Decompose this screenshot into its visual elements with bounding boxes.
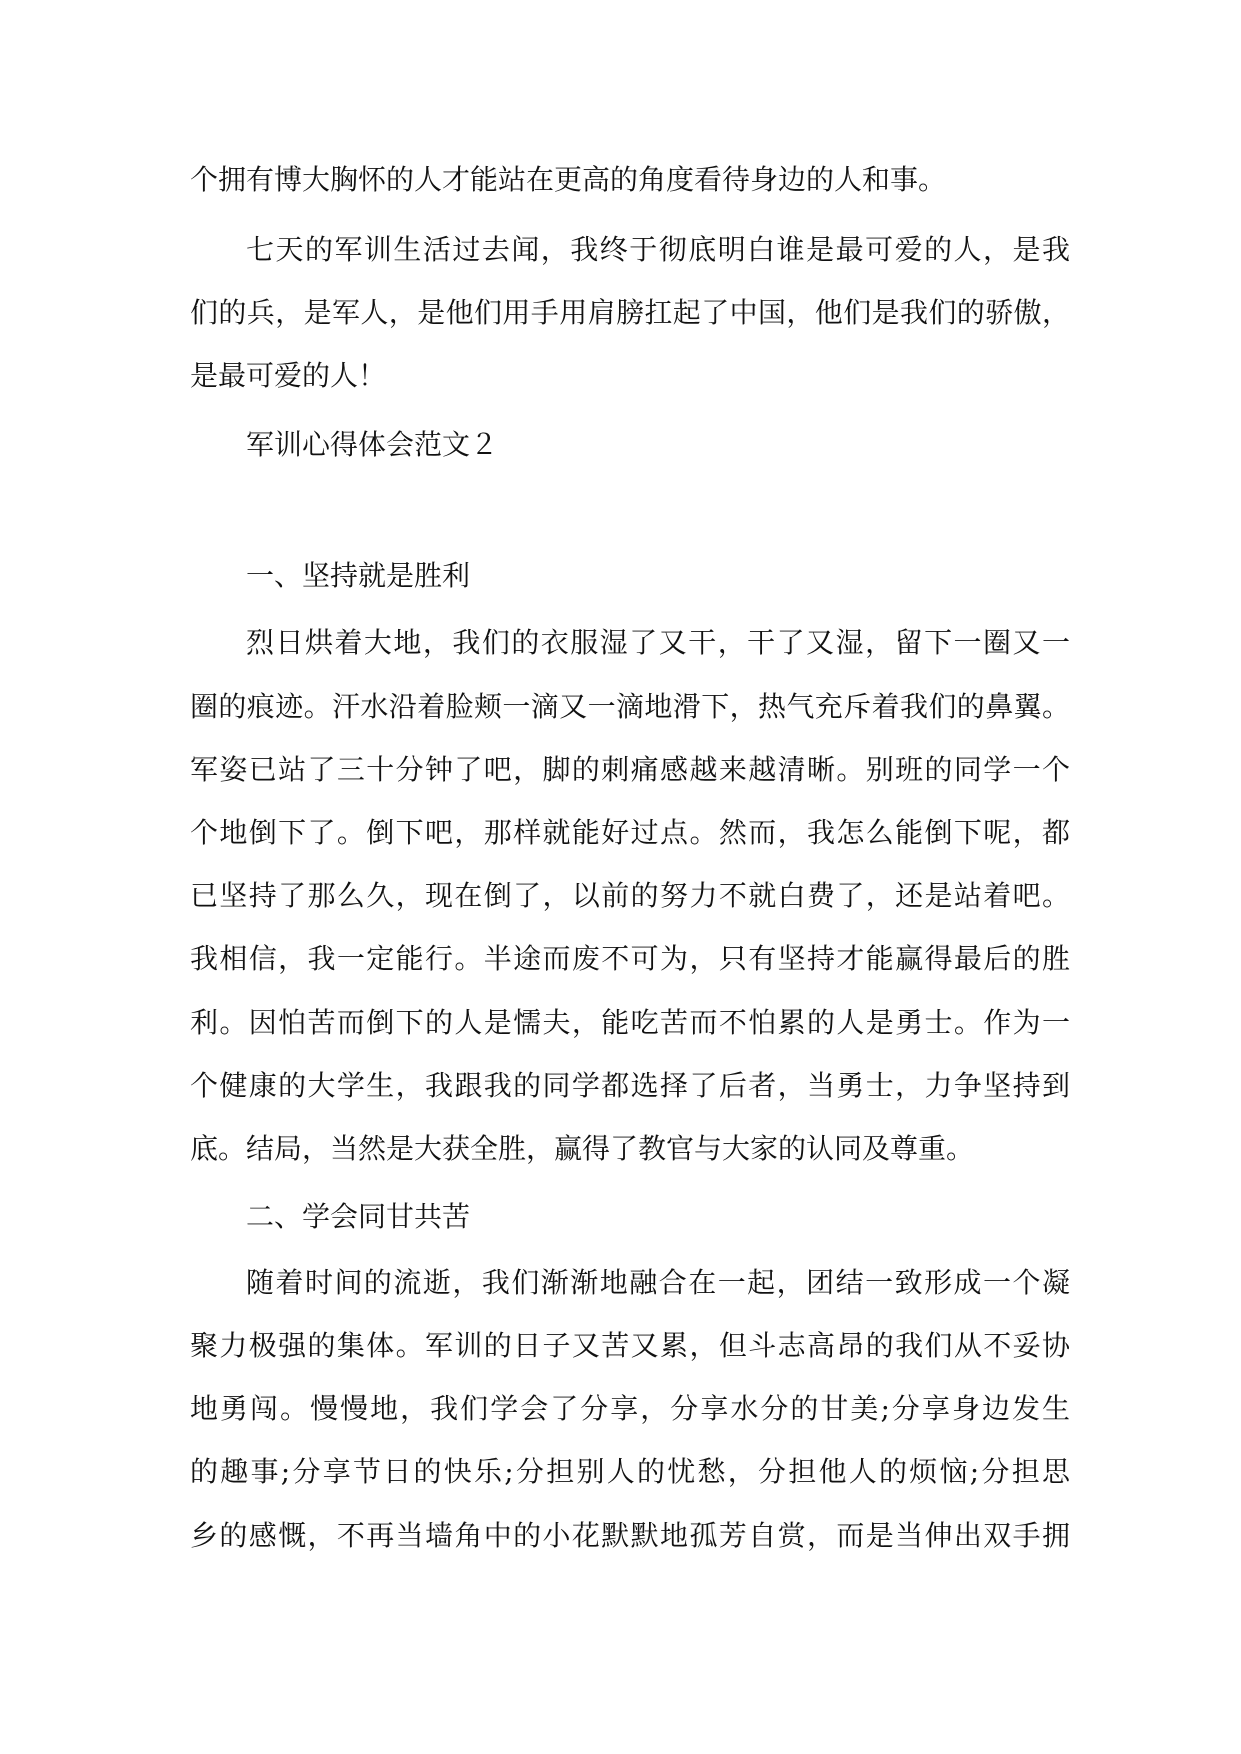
text-line-18: 聚力极强的集体。军训的日子又苦又累，但斗志高昂的我们从不妥协 <box>190 1329 1070 1362</box>
text-line-3: 们的兵，是军人，是他们用手用肩膀扛起了中国，他们是我们的骄傲， <box>190 296 1070 329</box>
text-line-14: 个健康的大学生，我跟我的同学都选择了后者，当勇士，力争坚持到 <box>190 1069 1070 1102</box>
text-line-4: 是最可爱的人！ <box>190 359 387 392</box>
text-line-13: 利。因怕苦而倒下的人是懦夫，能吃苦而不怕累的人是勇士。作为一 <box>190 1006 1070 1039</box>
text-line-9: 军姿已站了三十分钟了吧，脚的刺痛感越来越清晰。别班的同学一个 <box>190 753 1070 786</box>
text-line-2: 七天的军训生活过去闻，我终于彻底明白谁是最可爱的人，是我 <box>246 233 1070 266</box>
text-line-10: 个地倒下了。倒下吧，那样就能好过点。然而，我怎么能倒下呢，都 <box>190 816 1070 849</box>
heading-2: 二、学会同甘共苦 <box>246 1200 471 1233</box>
text-line-15: 底。结局，当然是大获全胜，赢得了教官与大家的认同及尊重。 <box>190 1132 975 1165</box>
text-line-11: 已坚持了那么久，现在倒了，以前的努力不就白费了，还是站着吧。 <box>190 879 1070 912</box>
text-line-19: 地勇闯。慢慢地，我们学会了分享，分享水分的甘美;分享身边发生 <box>190 1392 1070 1425</box>
text-line-12: 我相信，我一定能行。半途而废不可为，只有坚持才能赢得最后的胜 <box>190 942 1070 975</box>
text-line-7: 烈日烘着大地，我们的衣服湿了又干，干了又湿，留下一圈又一 <box>246 626 1070 659</box>
text-line-1: 个拥有博大胸怀的人才能站在更高的角度看待身边的人和事。 <box>190 163 947 196</box>
text-line-21: 乡的感慨，不再当墙角中的小花默默地孤芳自赏，而是当伸出双手拥 <box>190 1519 1070 1552</box>
text-line-20: 的趣事;分享节日的快乐;分担别人的忧愁，分担他人的烦恼;分担思 <box>190 1455 1070 1488</box>
heading-1: 一、坚持就是胜利 <box>246 559 471 592</box>
text-line-17: 随着时间的流逝，我们渐渐地融合在一起，团结一致形成一个凝 <box>246 1266 1070 1299</box>
section-title: 军训心得体会范文２ <box>246 428 499 461</box>
text-line-8: 圈的痕迹。汗水沿着脸颊一滴又一滴地滑下，热气充斥着我们的鼻翼。 <box>190 690 1070 723</box>
